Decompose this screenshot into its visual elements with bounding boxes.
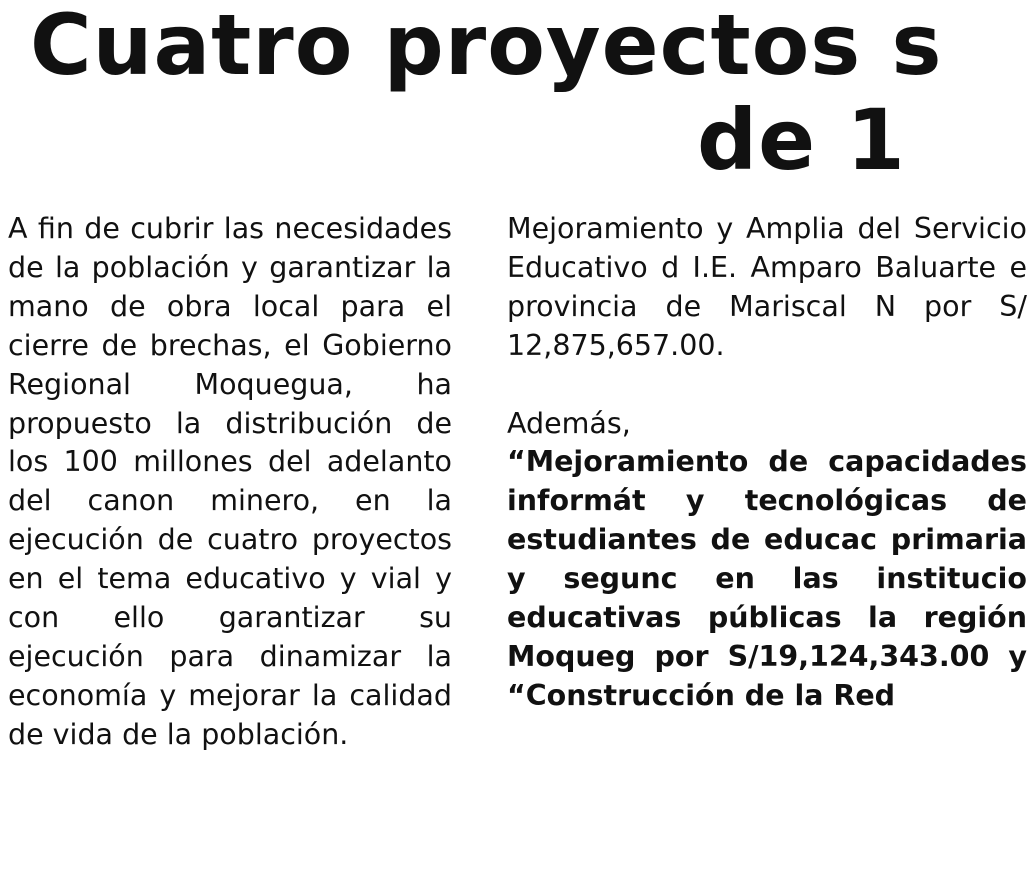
right-intro: Además,	[507, 406, 631, 440]
right-paragraph-1: Mejoramiento y Amplia del Servicio Educativo d I.E. Amparo Baluarte e provincia de Mariscal N por S/ 12,875,657.00.	[507, 212, 1027, 362]
headline-line-1: Cuatro proyectos s	[30, 0, 943, 94]
right-bold-paragraph: “Mejoramiento de capacidades informát y tecnológicas de estudiantes de educac primaria y segunc en las institucio educativas públicas la región Moqueg por S/19,124,343.00 y “Construcción de la Red	[507, 445, 1027, 712]
left-column	[8, 210, 452, 755]
left-paragraph: A fin de cubrir las necesidades de la población y garantizar la mano de obra local para el cierre de brechas, el Gobierno Regional Moquegua, ha propuesto la distribución de los 100 millones del adelanto del canon minero, en la ejecución de cuatro proyectos en el tema educativo y vial y con ello garantizar su ejecución para dinamizar la economía y mejorar la calidad de vida de la población.	[8, 212, 452, 751]
paragraph-spacer	[507, 366, 1027, 405]
headline-line-2: de 1	[697, 91, 906, 189]
right-column-inner	[507, 210, 1027, 716]
right-column	[507, 210, 1027, 872]
headline	[0, 0, 943, 190]
